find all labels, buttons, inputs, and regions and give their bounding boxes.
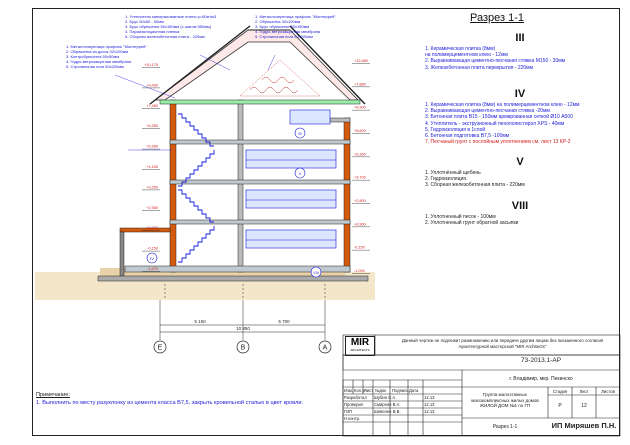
callout-line: 3. Контробрешетка 50х50мм [66, 54, 119, 59]
spec-line: 1. Керамическая плитка (8мм) на полимерцементном клею - 12мм [425, 102, 580, 108]
stamp-header-kol: Кол.уч [354, 388, 367, 393]
note-text: 1. Выполнить по месту разуклонку из цемента класса В7,5, закрыть кровельной сталью в цвет кровли. [36, 400, 304, 406]
sheet-value: 12 [581, 403, 587, 409]
spec-line: 3. Железобетонная плита перекрытия - 220мм [425, 64, 534, 71]
level-mark: +5,350 [354, 152, 366, 157]
stamp-header-list: Лист [364, 388, 374, 393]
spec-numeral: III [515, 32, 525, 44]
callout-line: 5. Стропильная нога 50х200мм [255, 34, 313, 39]
spec-numeral: VIII [511, 200, 529, 212]
dim-span-left: 5 150 [194, 319, 206, 324]
callout-line: 2. Обрешетка из досок 32х100мм [66, 49, 129, 54]
date-chief: 12.13 [424, 409, 435, 414]
level-mark: +2,800 [354, 199, 366, 203]
spec-line: 1. Керамическая плитка (8мм) [425, 46, 496, 52]
spec-line: 2. Выравнивающая цементно-песчаная стяжка -20мм [425, 108, 550, 115]
note-title: Примечание: [36, 392, 70, 398]
level-mark: +5,950 [146, 144, 158, 149]
section-mark-iv: IV [150, 256, 154, 261]
level-mark: +3,700 [354, 175, 366, 180]
level-mark: +3,250 [146, 185, 158, 190]
spec-line-red: 7. Песчаный грунт с послойным уплотнением см. лист 13 КР-2 [425, 139, 571, 146]
callout-line: 4. Гидро-ветрозащитная мембрана [255, 29, 321, 34]
name-chief: Шевелев В.В. [374, 409, 401, 414]
callout-top-right [255, 14, 336, 39]
level-mark: +6,900 [354, 105, 366, 110]
level-marks-right [352, 59, 370, 274]
section-mark-viii: VIII [313, 271, 319, 275]
project-code: 73-2013.1-АР [520, 357, 562, 364]
spec-line: 5. Гидроизоляция в 1слой [425, 126, 486, 133]
sheets-label: Листов [601, 389, 615, 394]
spec-section-v [425, 156, 615, 189]
spec-line: 1. Уплотненный песок - 100мм [425, 214, 496, 220]
spec-line: 6. Бетонная подготовка В7,5 -100мм [425, 133, 510, 140]
drawing-title: Разрез 1-1 [470, 12, 525, 24]
windows [246, 110, 336, 248]
company-name: ИП Миряшев П.Н. [551, 421, 617, 430]
axis-label-v: В [240, 344, 246, 352]
date-checker: 12.13 [424, 402, 435, 407]
spec-line: 3. Сборная железобетонная плита - 220мм [425, 182, 525, 189]
callout-line: 5. Сборная железобетонная плита - 220мм [125, 34, 205, 39]
section-mark-v: V [298, 171, 302, 176]
callout-line: 4. Пароизоляционная пленка [125, 29, 180, 34]
spec-line: 2. Выравнивающая цементно-песчаная стяжка М150 - 30мм [425, 58, 566, 65]
level-mark: +2,950 [146, 205, 158, 210]
level-mark: -1,070 [147, 267, 158, 271]
spec-numeral: IV [514, 88, 526, 100]
section-mark-iii: III [298, 131, 302, 136]
level-mark: +12,680 [354, 59, 368, 63]
callout-line: 1. Металлочерепица профиль "Монтеррей" [66, 44, 147, 49]
stamp-header-sign: Подпись [392, 388, 409, 393]
stage-label: Стадия [552, 389, 568, 394]
callout-top-center [125, 14, 216, 39]
date-developer: 12.13 [424, 395, 435, 400]
stamp-header-izm: Изм. [344, 388, 353, 393]
callout-line: 5. Стропильная нога 50х200мм [66, 64, 124, 69]
staircase [178, 114, 214, 262]
spec-line: 4. Утеплитель - экструзионный пенополистирол XPS - 40мм [425, 120, 565, 127]
name-developer: Шубин С.А. [374, 395, 397, 400]
spec-section-viii [425, 200, 615, 226]
level-mark: -0,150 [147, 246, 158, 251]
callout-top-left [66, 44, 147, 69]
level-mark: -1,000 [354, 269, 365, 273]
logo-text: MIR [350, 337, 370, 348]
project-name: Группа малоэтажных малокомплексных жилых домов ЖИЛОЙ ДОМ №1 по ГП [471, 392, 539, 408]
level-mark: +7,880 [354, 82, 366, 87]
stamp-header-doc: №док [375, 388, 387, 393]
level-mark: +6,350 [146, 124, 158, 129]
ground-fill [35, 268, 375, 300]
railings [246, 160, 336, 240]
level-marks-left [142, 63, 160, 272]
logo [345, 336, 375, 356]
callout-line: 1. Утеплитель минераловатные плиты р=60кг/м3 [125, 14, 216, 19]
spec-line: 2. Уплотненный грунт обратной засыпки [425, 220, 519, 227]
role-checker: Проверил [344, 402, 364, 407]
callout-line: 2. Брус 50х50 - 50мм [125, 19, 164, 24]
level-mark: +7,450 [146, 103, 158, 108]
spec-numeral: V [516, 156, 524, 168]
level-mark: +0,000 [146, 226, 158, 231]
callout-line: 3. Брус обрешетки 50х150мм (с шагом 550мм) [125, 24, 212, 29]
level-mark: -0,150 [354, 245, 365, 250]
dim-span-right: 5 700 [278, 319, 290, 324]
callout-line: 4. Гидро-ветрозащитная мембрана [66, 59, 132, 64]
callout-line: 3. Брус обрешетки 50х150мм [255, 24, 310, 29]
spec-section-iii [425, 32, 615, 71]
name-checker: Смирнов В.А. [374, 402, 401, 407]
level-mark: +4,150 [146, 165, 158, 169]
callout-line: 1. Металлочерепица профиль "Монтеррей" [255, 14, 336, 19]
spec-line: 2. Гидроизоляция. [425, 176, 468, 183]
level-mark: +0,900 [354, 222, 366, 227]
stamp-header-date: Дата [409, 388, 419, 393]
role-developer: Разработал [344, 395, 367, 400]
role-norm: Н.контр. [344, 416, 361, 421]
role-chief: ГИП [344, 409, 353, 414]
spec-line: на полимерцементном клею - 12мм [425, 52, 508, 59]
copyright-notice: Данный чертеж не подлежит размножению или передаче другим лицам без письменного согласия Архитектурной мастерской "MIR Architects" [401, 338, 604, 349]
spec-line: 3. Бетонная плита В15 - 150мм армированная сеткой Ø10 А500 [425, 114, 573, 121]
level-mark: +9,430 [146, 83, 158, 88]
sheet-title: Разрез 1-1 [492, 424, 518, 430]
spec-section-iv [425, 88, 615, 145]
axis-label-a: А [322, 344, 328, 352]
spec-line: 1. Уплотнённый щебень [425, 170, 481, 176]
dim-total: 10 850 [236, 326, 250, 331]
axis-label-e: Е [157, 344, 163, 352]
logo-sub: ARCHITECTS [350, 348, 370, 352]
sheet-label: Лист [579, 389, 589, 394]
level-mark: +6,600 [354, 129, 366, 133]
project-address: г. Владимир, мкр. Пекинско [509, 376, 573, 382]
stage-value: Р [558, 403, 562, 409]
callout-line: 2. Обрешетка 32х100мм [255, 19, 301, 24]
level-mark: +10,175 [144, 63, 158, 67]
